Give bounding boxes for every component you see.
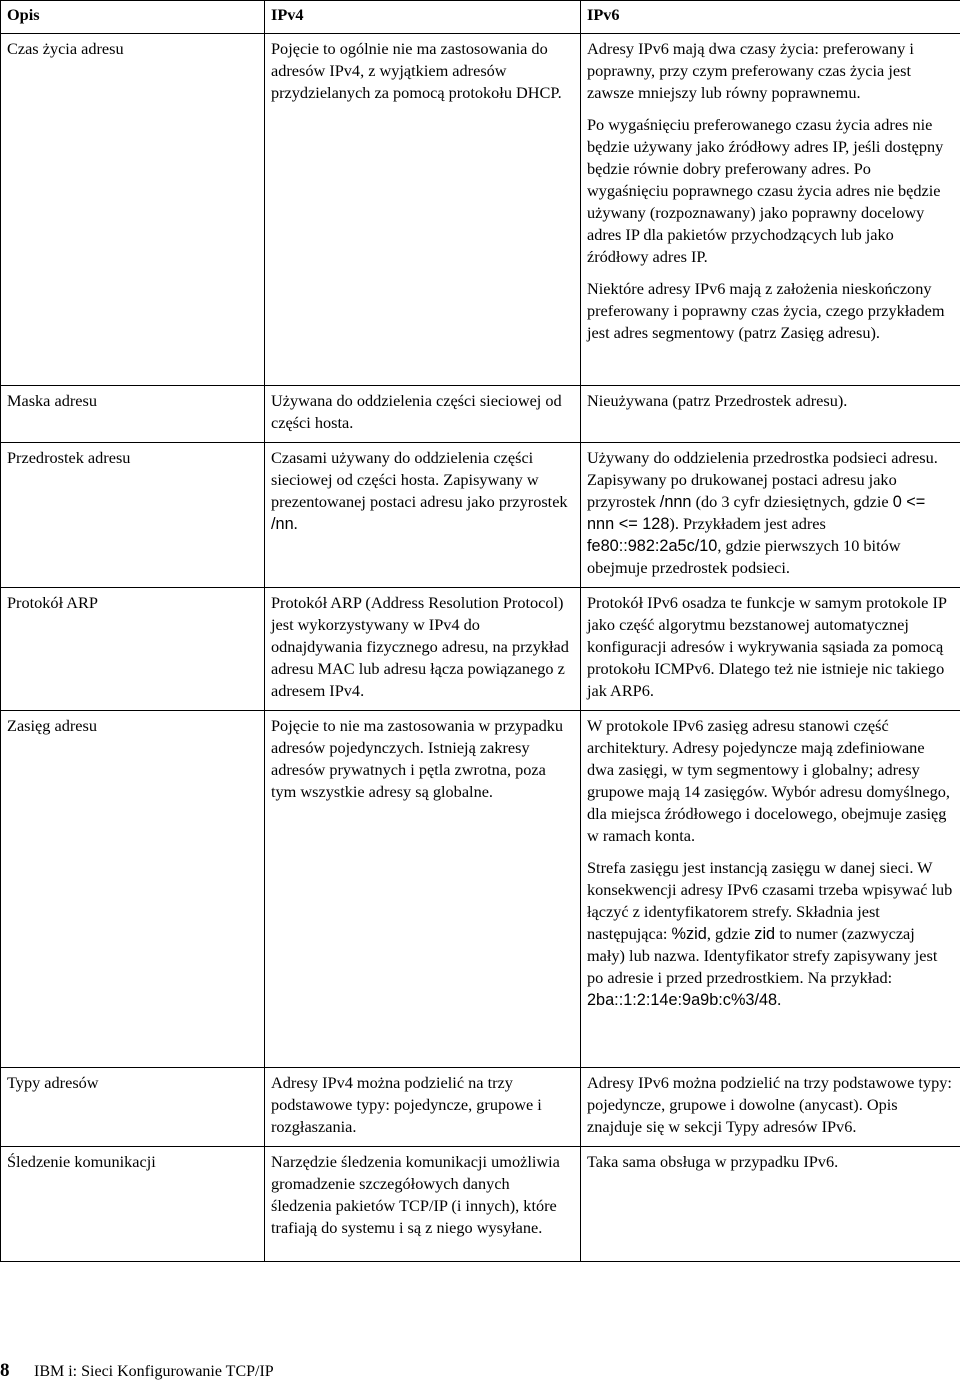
ipv6-cell [581,711,960,1068]
row-label: Typy adresów [1,1068,265,1147]
row-label: Przedrostek adresu [1,443,265,588]
cell-paragraph: Niektóre adresy IPv6 mają z założenia nieskończony preferowany i poprawny czas życia, czego przykładem jest adres segmentowy (patrz Zasięg adresu). [587,279,945,342]
cell-paragraph [271,447,574,535]
ipv4-cell [265,386,581,443]
table-header-row [1,1,960,34]
table-row [1,711,960,1068]
ipv6-cell [581,1147,960,1262]
ipv6-cell [581,34,960,386]
row-label: Zasięg adresu [1,711,265,1068]
table-row [1,34,960,386]
code-range: 0 <= nnn <= 128 [587,493,926,533]
footer-text: IBM i: Sieci Konfigurowanie TCP/IP [34,1363,274,1380]
code-address-example: 2ba::1:2:14e:9a9b:c%3/48 [587,991,778,1009]
column-header-description: Opis [1,1,265,34]
text-run: , gdzie pierwszych 10 bitów obejmuje przedrostek podsieci. [587,536,901,577]
cell-paragraph: Pojęcie to nie ma zastosowania w przypadku adresów pojedynczych. Istnieją zakresy adresów prywatnych i pętla zwrotna, poza tym wszystkie adresy są globalne. [271,716,564,801]
row-label: Śledzenie komunikacji [1,1147,265,1262]
page-footer [0,1360,274,1383]
text-run: Strefa zasięgu jest instancją zasięgu w danej sieci. W konsekwencji adresy IPv6 czasami trzeba wpisywać lub łączyć z identyfikatorem strefy. Składnia jest następująca: [587,858,953,943]
text-run: Czasami używany do oddzielenia części sieciowej od części hosta. Zapisywany w prezentowanej postaci adresu jako przyrostek [271,448,568,511]
cell-paragraph: Protokół IPv6 osadza te funkcje w samym protokole IP jako część algorytmu bezstanowej automatycznej konfiguracji adresów i wykrywania sąsiada za pomocą protokołu ICMPv6. Dlatego też nie istnieje nic takiego jak ARP6. [587,593,947,700]
table-row [1,1068,960,1147]
ipv4-cell [265,1068,581,1147]
ipv4-cell [265,588,581,711]
ipv4-cell [265,711,581,1068]
ipv6-cell [581,386,960,443]
cell-paragraph: Narzędzie śledzenia komunikacji umożliwia gromadzenie szczegółowych danych śledzenia pakietów TCP/IP (i innych), które trafiają do systemu i są z niego wysyłane. [271,1152,560,1237]
column-header-ipv4: IPv4 [265,1,581,34]
cell-paragraph: Adresy IPv6 można podzielić na trzy podstawowe typy: pojedyncze, grupowe i dowolne (anycast). Opis znajduje się w sekcji Typy adresów IPv6. [587,1073,952,1136]
cell-paragraph [587,447,954,579]
cell-paragraph: Po wygaśnięciu preferowanego czasu życia adres nie będzie używany jako źródłowy adres IP, jeśli dostępny będzie równie dobry preferowany adres. Po wygaśnięciu poprawnego czasu życia adres nie będzie używany (rozpoznawany) jako poprawny docelowy adres IP dla pakietów przychodzących lub jako źródłowy adres IP. [587,115,944,266]
ipv4-cell [265,443,581,588]
row-label: Maska adresu [1,386,265,443]
table-row [1,1147,960,1262]
cell-paragraph: Protokół ARP (Address Resolution Protocol) jest wykorzystywany w IPv4 do odnajdywania fizycznego adresu, na przykład adresu MAC lub adresu łącza powiązanego z adresem IPv4. [271,593,569,700]
column-header-ipv6: IPv6 [581,1,960,34]
code-zone-id: zid [754,925,776,943]
ipv4-cell [265,1147,581,1262]
row-label: Protokół ARP [1,588,265,711]
table-row [1,443,960,588]
code-zone-syntax: %zid [671,925,707,943]
cell-paragraph [587,857,954,1011]
text-run: , gdzie [706,924,755,943]
code-suffix: /nnn [659,493,692,511]
ipv4-cell [265,34,581,386]
ipv6-cell [581,588,960,711]
text-run: . [293,514,298,533]
row-label: Czas życia adresu [1,34,265,386]
code-suffix: /nn [271,515,294,533]
table-row [1,386,960,443]
ipv6-cell [581,443,960,588]
cell-paragraph: Taka sama obsługa w przypadku IPv6. [587,1152,839,1171]
cell-paragraph: Adresy IPv4 można podzielić na trzy podstawowe typy: pojedyncze, grupowe i rozgłaszania. [271,1073,542,1136]
page-number: 8 [0,1360,10,1381]
ipv6-cell [581,1068,960,1147]
cell-paragraph: Nieużywana (patrz Przedrostek adresu). [587,391,848,410]
text-run: ). Przykładem jest adres [669,514,826,533]
cell-paragraph: Pojęcie to ogólnie nie ma zastosowania do adresów IPv4, z wyjątkiem adresów przydzielanych za pomocą protokołu DHCP. [271,39,562,102]
text-run: (do 3 cyfr dziesiętnych, gdzie [691,492,893,511]
cell-paragraph: Adresy IPv6 mają dwa czasy życia: preferowany i poprawny, przy czym preferowany czas życia jest zawsze mniejszy lub równy poprawnemu. [587,39,914,102]
text-run: to numer (zazwyczaj mały) lub nazwa. Identyfikator strefy zapisywany jest po adresie i przed przedrostkiem. Na przykład: [587,924,938,987]
code-address-example: fe80::982:2a5c/10 [587,537,718,555]
text-run: Używany do oddzielenia przedrostka podsieci adresu. Zapisywany po drukowanej postaci adresu jako przyrostek [587,448,938,511]
text-run: . [777,990,782,1009]
table-row [1,588,960,711]
cell-paragraph: W protokole IPv6 zasięg adresu stanowi część architektury. Adresy pojedyncze mają zdefiniowane dwa zasięgi, w tym segmentowy i globalny; adresy grupowe mają 14 zasięgów. Wybór adresu domyślnego, dla miejsca źródłowego i docelowego, obejmuje zasięg w ramach konta. [587,716,950,845]
cell-paragraph: Używana do oddzielenia części sieciowej od części hosta. [271,391,562,432]
